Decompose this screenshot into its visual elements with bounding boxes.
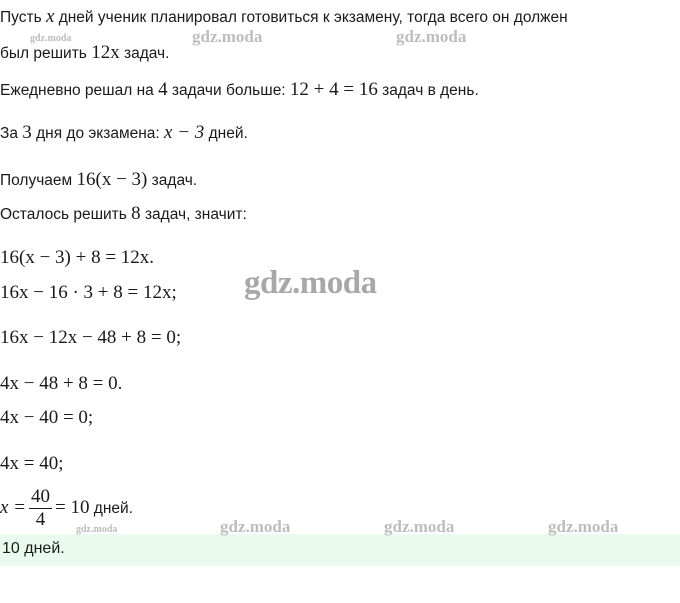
text-line-3: Ежедневно решал на 4 задачи больше: 12 + 4 = 16 задач в день. (0, 79, 479, 100)
watermark: gdz.moda (548, 517, 619, 536)
watermark: gdz.moda (192, 27, 263, 46)
equation-5: 4x − 40 = 0; (0, 407, 94, 428)
text-line-2: был решить 12x задач. (0, 42, 170, 63)
text-line-6: Осталось решить 8 задач, значит: (0, 203, 247, 224)
equation-2: 16x − 16 · 3 + 8 = 12x; (0, 282, 177, 303)
equation-6: 4x = 40; (0, 453, 64, 474)
watermark: gdz.moda (384, 517, 455, 536)
watermark: gdz.moda (220, 517, 291, 536)
text-line-4: За 3 дня до экзамена: x − 3 дней. (0, 122, 248, 143)
answer-text: 10 дней. (2, 540, 65, 557)
equation-3: 16x − 12x − 48 + 8 = 0; (0, 327, 182, 348)
text-line-5: Получаем 16(x − 3) задач. (0, 169, 198, 190)
text-line-1: Пусть x дней ученик планировал готовиться к экзамену, тогда всего он должен (0, 6, 568, 27)
watermark-large: gdz.moda (244, 265, 377, 301)
fraction: $\frac{40}{4}$ (31, 486, 51, 530)
equation-4: 4x − 48 + 8 = 0. (0, 373, 123, 394)
watermark: gdz.moda (30, 33, 72, 44)
watermark: gdz.moda (76, 524, 118, 535)
answer-box (0, 534, 680, 566)
equation-final: x = $\frac{40}{4}$ = 10 дней. (0, 486, 133, 530)
equation-1: 16(x − 3) + 8 = 12x. (0, 247, 155, 268)
watermark: gdz.moda (396, 27, 467, 46)
